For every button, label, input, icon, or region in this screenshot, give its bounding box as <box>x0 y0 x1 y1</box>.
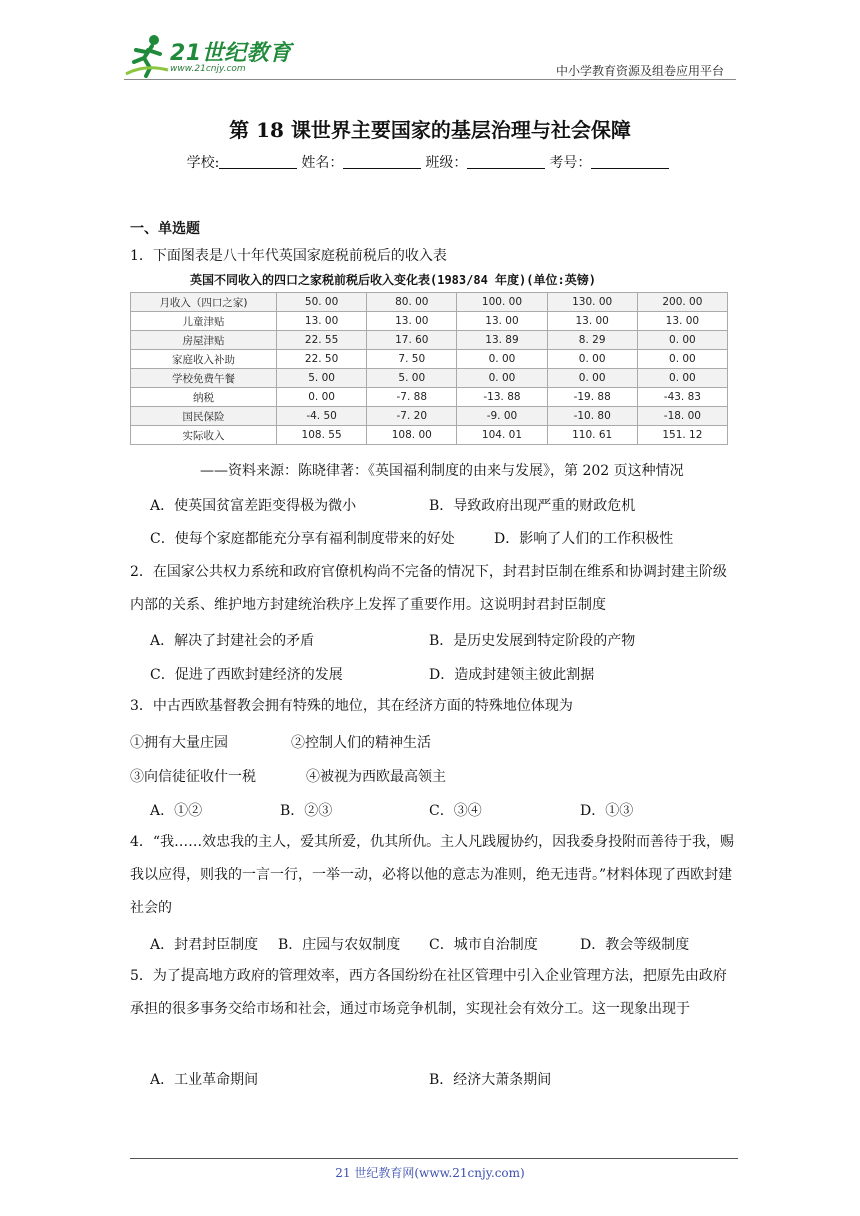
table-row <box>131 407 728 426</box>
table-cell: 0. 00 <box>637 369 727 388</box>
footer-link[interactable]: 21 世纪教育网(www.21cnjy.com) <box>335 1166 525 1180</box>
table-cell: 151. 12 <box>637 426 727 445</box>
table-cell: 80. 00 <box>367 293 457 312</box>
table-row <box>131 312 728 331</box>
table-cell: 5. 00 <box>277 369 367 388</box>
table-cell: 13. 00 <box>637 312 727 331</box>
logo-url: www.21cnjy.com <box>170 64 246 74</box>
q4-option-a[interactable]: A．封君封臣制度 <box>150 937 259 953</box>
table-row <box>131 350 728 369</box>
name-blank[interactable] <box>343 154 421 169</box>
q4-option-b[interactable]: B．庄园与农奴制度 <box>278 937 401 953</box>
q1-option-c[interactable]: C．使每个家庭都能充分享有福利制度带来的好处 <box>150 531 455 547</box>
number-label: 考号： <box>549 155 592 171</box>
q1-option-b[interactable]: B．导致政府出现严重的财政危机 <box>429 498 636 514</box>
table-cell: 200. 00 <box>637 293 727 312</box>
row-label: 国民保险 <box>131 407 277 426</box>
q4-option-c[interactable]: C．城市自治制度 <box>429 937 538 953</box>
income-table <box>130 292 728 445</box>
table-cell: 110. 61 <box>547 426 637 445</box>
table-cell: 0. 00 <box>637 331 727 350</box>
q3-option-c[interactable]: C．③④ <box>429 803 482 819</box>
table-cell: 0. 00 <box>637 350 727 369</box>
q2-option-a[interactable]: A．解决了封建社会的矛盾 <box>150 633 315 649</box>
q3-option-d[interactable]: D．①③ <box>580 803 634 819</box>
table-cell: -9. 00 <box>457 407 547 426</box>
row-label: 学校免费午餐 <box>131 369 277 388</box>
q1-option-d[interactable]: D．影响了人们的工作积极性 <box>494 531 674 547</box>
question-2-stem: 2．在国家公共权力系统和政府官僚机构尚不完备的情况下，封君封臣制在维系和协调封建主阶级内部的关系、维护地方封建统治秩序上发挥了重要作用。这说明封君封臣制度 <box>130 564 727 613</box>
footer-divider <box>130 1158 738 1159</box>
page-title: 第 18 课世界主要国家的基层治理与社会保障 <box>229 118 631 142</box>
table-cell: -7. 20 <box>367 407 457 426</box>
table-cell: -19. 88 <box>547 388 637 407</box>
q1-option-a[interactable]: A．使英国贫富差距变得极为微小 <box>150 498 357 514</box>
table-cell: 13. 00 <box>547 312 637 331</box>
table-cell: -13. 88 <box>457 388 547 407</box>
class-blank[interactable] <box>467 154 545 169</box>
header-divider <box>124 79 736 80</box>
section-title: 一、单选题 <box>130 221 200 237</box>
table-cell: 17. 60 <box>367 331 457 350</box>
row-label: 儿童津贴 <box>131 312 277 331</box>
table-source: ——资料来源：陈晓律著：《英国福利制度的由来与发展》，第 202 页这种情况 <box>200 463 684 479</box>
table-title: 英国不同收入的四口之家税前税后收入变化表(1983/84 年度)(单位:英镑) <box>190 273 596 287</box>
table-cell: 108. 00 <box>367 426 457 445</box>
table-cell: 13. 89 <box>457 331 547 350</box>
row-label: 月收入（四口之家) <box>131 293 277 312</box>
q3-item-1: ①拥有大量庄园 <box>130 735 228 751</box>
table-cell: 130. 00 <box>547 293 637 312</box>
site-logo[interactable] <box>124 34 294 80</box>
q2-option-b[interactable]: B．是历史发展到特定阶段的产物 <box>429 633 636 649</box>
q2-option-c[interactable]: C．促进了西欧封建经济的发展 <box>150 667 343 683</box>
table-cell: -7. 88 <box>367 388 457 407</box>
school-label: 学校: <box>186 155 220 171</box>
table-row <box>131 331 728 350</box>
row-label: 家庭收入补助 <box>131 350 277 369</box>
table-row <box>131 293 728 312</box>
table-row <box>131 388 728 407</box>
name-label: 姓名： <box>301 155 344 171</box>
q3-option-a[interactable]: A．①② <box>150 803 203 819</box>
table-cell: -18. 00 <box>637 407 727 426</box>
q4-option-d[interactable]: D．教会等级制度 <box>580 937 690 953</box>
class-label: 班级： <box>425 155 468 171</box>
row-label: 房屋津贴 <box>131 331 277 350</box>
table-cell: 22. 50 <box>277 350 367 369</box>
table-cell: 100. 00 <box>457 293 547 312</box>
table-cell: 5. 00 <box>367 369 457 388</box>
platform-text: 中小学教育资源及组卷应用平台 <box>555 64 724 78</box>
q3-option-b[interactable]: B．②③ <box>280 803 333 819</box>
q5-option-b[interactable]: B．经济大萧条期间 <box>429 1072 552 1088</box>
logo-name: 21世纪教育 <box>170 41 292 66</box>
table-cell: 0. 00 <box>547 369 637 388</box>
table-cell: 22. 55 <box>277 331 367 350</box>
school-blank[interactable] <box>219 154 297 169</box>
table-row <box>131 426 728 445</box>
question-1-stem: 1．下面图表是八十年代英国家庭税前税后的收入表 <box>130 248 447 264</box>
number-blank[interactable] <box>591 154 669 169</box>
student-info-line <box>0 152 860 172</box>
table-cell: 0. 00 <box>457 350 547 369</box>
table-cell: 50. 00 <box>277 293 367 312</box>
runner-logo-icon <box>124 34 170 78</box>
q5-option-a[interactable]: A．工业革命期间 <box>150 1072 259 1088</box>
table-cell: 13. 00 <box>457 312 547 331</box>
table-cell: -4. 50 <box>277 407 367 426</box>
table-cell: 0. 00 <box>457 369 547 388</box>
table-cell: 104. 01 <box>457 426 547 445</box>
q2-option-d[interactable]: D．造成封建领主彼此割据 <box>429 667 595 683</box>
q3-item-3: ③向信徒征收什一税 <box>130 769 256 785</box>
table-row <box>131 369 728 388</box>
row-label: 纳税 <box>131 388 277 407</box>
row-label: 实际收入 <box>131 426 277 445</box>
table-cell: 7. 50 <box>367 350 457 369</box>
table-cell: 0. 00 <box>547 350 637 369</box>
table-cell: 108. 55 <box>277 426 367 445</box>
q3-item-2: ②控制人们的精神生活 <box>291 735 431 751</box>
table-cell: -43. 83 <box>637 388 727 407</box>
table-cell: 0. 00 <box>277 388 367 407</box>
question-3-stem: 3．中古西欧基督教会拥有特殊的地位，其在经济方面的特殊地位体现为 <box>130 698 573 714</box>
table-cell: 13. 00 <box>367 312 457 331</box>
question-4-stem: 4．“我……效忠我的主人，爱其所爱，仇其所仇。主人凡践履协约，因我委身投附而善待于我，赐我以应得，则我的一言一行，一举一动，必将以他的意志为准则，绝无违背。”材料体现了西欧封建社会的 <box>130 834 735 916</box>
q3-item-4: ④被视为西欧最高领主 <box>306 769 446 785</box>
page-header <box>0 0 860 90</box>
table-cell: -10. 80 <box>547 407 637 426</box>
table-cell: 13. 00 <box>277 312 367 331</box>
question-5-stem: 5．为了提高地方政府的管理效率，西方各国纷纷在社区管理中引入企业管理方法，把原先由政府承担的很多事务交给市场和社会，通过市场竞争机制，实现社会有效分工。这一现象出现于 <box>130 968 727 1017</box>
table-cell: 8. 29 <box>547 331 637 350</box>
